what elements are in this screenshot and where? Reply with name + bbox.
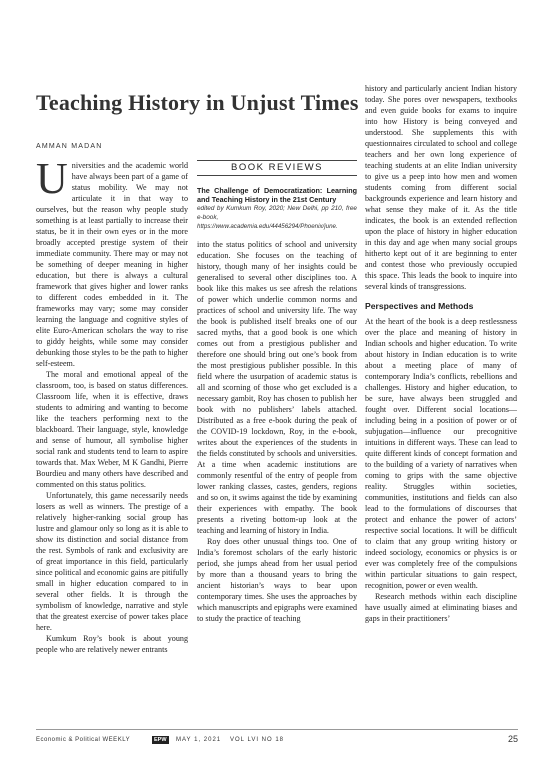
paragraph: At the heart of the book is a deep restlessness over the place and meaning of history in Indian schools and higher education. To write about history in Indian education is to write about a meeting place of many of contemporary India’s conflicts, rebellions and challenges. History and higher education, to be sure, have always been struggled and fought over. Different social locations—including being in a position of power or of subjugation—influence our precognitive intuitions in different ways. These can lead to quite different kinds of concept formation and to the building of a variety of narratives when coming to grips with the same objective reality. Struggles within societies, communities, institutions and fields can also lead to the formulations of discourses that protect and enhance the power of actors’ respective social locations. It will be difficult to claim that any group writing history or indeed sociology, economics or physics is or ever was completely free of the compulsions within particular situations to gain respect, recognition, power or even wealth. [365, 317, 517, 590]
article-title: Teaching History in Unjust Times [36, 90, 359, 115]
drop-cap: U [36, 154, 68, 203]
paragraph: Unfortunately, this game necessarily needs losers as well as winners. The prestige of a relatively higher-ranking social group has lustre and glamour only so long as it is able to show its distinction and social distance from the rest. Symbols of rank and exclusivity are of great importance in this field, particularly since political and economic gains are pitifully small in higher education compared to in several other fields. It is through the symbolism of knowledge, narrative and style that the greatest exercise of power takes place here. [36, 491, 188, 632]
paragraph: history and particularly ancient Indian history today. She pores over newspapers, textbooks and even guide books for exams to inquire into how History is being conveyed and understood. She supplements this with questionnaires circulated to school and college teachers and her own long experience of teaching students at an elite Indian university to give us a peep into how men and women students coming from different social backgrounds experience and learn history and what sense they make of it. As the title indicates, the book is an extended reflection upon the place of history in higher education in this day and age when many social groups hitherto kept out of it are beginning to enter and contest those who previously occupied this space. This leads the book to inquire into several kinds of transgressions. [365, 84, 517, 291]
paragraph: Roy does other unusual things too. One of India’s foremost scholars of the early historic period, she jumps ahead from her usual period by more than a thousand years to bring the ancient historian’s ways to bear upon contemporary times. She uses the approaches by which manuscripts and epigraphs were examined to study the practice of teaching [197, 537, 357, 623]
author-name: AMMAN MADAN [36, 143, 103, 150]
paragraph: Research methods within each discipline have usually aimed at eliminating biases and gaps in their practitioners’ [365, 592, 517, 623]
paragraph: into the status politics of school and university education. She focuses on the teaching of history, though many of her insights could be generalised to several other disciplines too. A book like this makes us see afresh the relations of power which underlie common norms and practices of school and university life. The way the book is published itself breaks one of our sacred myths, that a good book is one which comes out from a prestigious publisher and therefore one should bring out one’s book from the most prestigious publisher possible. In this field where the usurpation of academic status is all and scorning of those who get excluded is a necessary gambit, Roy has chosen to publish her book with no publishers’ labels attached. Distributed as a free e-book during the peak of the COVID-19 lockdown, Roy, in the e-book, writes about the experiences of the students in the fields constituted by schools and universities. At a time when academic institutions are commonly resentful of the entry of people from lower ranking classes, castes, genders, regions and so on, it swims against the tide by examining their experiences with empathy. The book presents a riveting bottom-up look at the teaching and learning of history in India. [197, 240, 357, 535]
paragraph [36, 154, 188, 369]
paragraph: Kumkum Roy’s book is about young people who are relatively newer entrants [36, 634, 188, 654]
page-footer [36, 734, 518, 748]
paragraph-text: niversities and the academic world have always been part of a game of status mobility. We may not articulate it in that way to ourselves, but the reason why people study something is at least partially to increase their status, be it in their own eyes or in the more broadly accepted prestige system of their immediate community. There may or may not be something of deeper meaning in higher education, but there is always a cultural framework that gives higher and lower ranks to different codes embedded in it. The frameworks may vary; some may consider learning the language and cognitive styles of elite Euro-American scholars the way to rise to giddy heights, while some may consider debunking those styles to be the path to higher self-esteem. [36, 161, 188, 368]
issue-volume: VOL LVI NO 18 [230, 737, 285, 743]
book-review-box [197, 160, 357, 231]
footer-rule [36, 729, 518, 730]
paragraph: The moral and emotional appeal of the classroom, too, is based on status differences. Classroom life, when it is effective, draws students to admiring and wanting to become like the teachers performing next to the blackboard. Their language, style, knowledge and sense of humour, all symbolise higher social rank and students tend to learn to aspire towards that. Max Weber, M K Gandhi, Pierre Bourdieu and many others have described and commented on this status politics. [36, 370, 188, 489]
book-reviews-heading: BOOK REVIEWS [197, 160, 357, 176]
page-number: 25 [507, 734, 518, 744]
journal-name: Economic & Political WEEKLY [36, 737, 131, 743]
reviewed-book-title: The Challenge of Democratization: Learning and Teaching History in the 21st Century [197, 186, 357, 204]
epw-logo: EPW [154, 737, 167, 743]
reviewed-book-url[interactable]: https://www.academia.edu/44456294/Phoenix/june. [197, 223, 338, 230]
reviewed-book-meta: edited by Kumkum Roy, 2020; New Delhi, pp 210, free e-book, [197, 205, 357, 221]
column-3 [365, 83, 517, 624]
section-heading: Perspectives and Methods [365, 301, 474, 311]
issue-date: MAY 1, 2021 [176, 737, 222, 743]
column-2 [197, 160, 357, 624]
column-1 [36, 154, 188, 655]
